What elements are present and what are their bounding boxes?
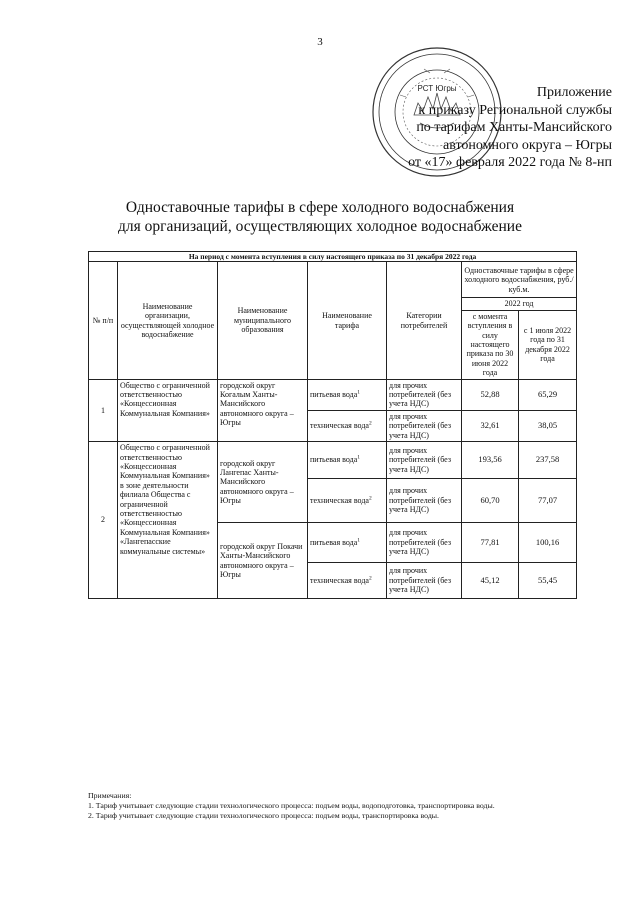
row-organization: Общество с ограниченной ответственностью «Концессионная Коммунальная Компания» bbox=[118, 379, 218, 441]
appendix-header bbox=[408, 84, 612, 172]
header-organization: Наименование организации, осуществляющей холодное водоснабжение bbox=[118, 262, 218, 379]
row-category: для прочих потребителей (без учета НДС) bbox=[387, 563, 462, 599]
appendix-line-2: к приказу Региональной службы bbox=[418, 102, 612, 118]
row-value-period-2: 38,05 bbox=[519, 410, 577, 441]
row-value-period-2: 77,07 bbox=[519, 479, 577, 523]
row-tariff-name: техническая вода$^2$ bbox=[308, 563, 387, 599]
notes-heading: Примечания: bbox=[88, 791, 132, 800]
row-tariff-name: техническая вода$^2$ bbox=[308, 410, 387, 441]
row-tariff-name: питьевая вода$^1$ bbox=[308, 523, 387, 563]
row-category: для прочих потребителей (без учета НДС) bbox=[387, 523, 462, 563]
row-value-period-1: 60,70 bbox=[462, 479, 519, 523]
page-number: 3 bbox=[317, 36, 323, 48]
row-category: для прочих потребителей (без учета НДС) bbox=[387, 410, 462, 441]
note-2: 2. Тариф учитывает следующие стадии технологического процесса: подъем воды, транспортировка воды. bbox=[88, 811, 439, 820]
header-year: 2022 год bbox=[462, 298, 577, 310]
row-tariff-name: питьевая вода$^1$ bbox=[308, 379, 387, 410]
row-value-period-1: 45,12 bbox=[462, 563, 519, 599]
row-num: 2 bbox=[89, 442, 118, 599]
row-organization: Общество с ограниченной ответственностью «Концессионная Коммунальная Компания» в зоне деятельности филиала Общества с ограниченной ответственностью «Концессионная Коммунальная Компания» «Лангепасские коммунальные системы» bbox=[118, 442, 218, 599]
header-tariff-name: Наименование тарифа bbox=[308, 262, 387, 379]
row-value-period-1: 32,61 bbox=[462, 410, 519, 441]
header-num: № п/п bbox=[89, 262, 118, 379]
document-title bbox=[0, 198, 640, 236]
appendix-line-4: автономного округа – Югры bbox=[443, 137, 612, 153]
row-tariff-name: техническая вода$^2$ bbox=[308, 479, 387, 523]
header-tariff-group: Одноставочные тарифы в сфере холодного водоснабжения, руб./куб.м. bbox=[462, 262, 577, 298]
row-category: для прочих потребителей (без учета НДС) bbox=[387, 379, 462, 410]
row-value-period-1: 52,88 bbox=[462, 379, 519, 410]
row-value-period-2: 65,29 bbox=[519, 379, 577, 410]
row-value-period-2: 237,58 bbox=[519, 442, 577, 479]
row-category: для прочих потребителей (без учета НДС) bbox=[387, 442, 462, 479]
table-row bbox=[89, 379, 577, 410]
note-1: 1. Тариф учитывает следующие стадии технологического процесса: подъем воды, водоподготовка, транспортировка воды. bbox=[88, 801, 495, 810]
appendix-line-3: по тарифам Ханты-Мансийского bbox=[416, 120, 612, 135]
row-municipality: городской округ Лангепас Ханты-Мансийского автономного округа – Югры bbox=[218, 442, 308, 523]
row-num: 1 bbox=[89, 379, 118, 441]
row-category: для прочих потребителей (без учета НДС) bbox=[387, 479, 462, 523]
row-value-period-2: 100,16 bbox=[519, 523, 577, 563]
header-period-1: с момента вступления в силу настоящего приказа по 30 июня 2022 года bbox=[462, 310, 519, 379]
appendix-line-1: Приложение bbox=[536, 85, 612, 100]
title-line-1: Одноставочные тарифы в сфере холодного водоснабжения bbox=[125, 199, 515, 216]
table-row bbox=[89, 442, 577, 479]
row-municipality: городской округ Когалым Ханты-Мансийского автономного округа – Югры bbox=[218, 379, 308, 441]
row-value-period-2: 55,45 bbox=[519, 563, 577, 599]
appendix-line-5: от «17» февраля 2022 года № 8-нп bbox=[408, 155, 612, 170]
row-tariff-name: питьевая вода$^1$ bbox=[308, 442, 387, 479]
header-municipality: Наименование муниципального образования bbox=[218, 262, 308, 379]
row-municipality: городской округ Покачи Ханты-Мансийского автономного округа – Югры bbox=[218, 523, 308, 599]
header-period-2: с 1 июля 2022 года по 31 декабря 2022 года bbox=[519, 310, 577, 379]
title-line-2: для организаций, осуществляющих холодное водоснабжение bbox=[118, 218, 522, 235]
row-value-period-1: 193,56 bbox=[462, 442, 519, 479]
header-category: Категории потребителей bbox=[387, 262, 462, 379]
row-value-period-1: 77,81 bbox=[462, 523, 519, 563]
table-period-row: На период с момента вступления в силу настоящего приказа по 31 декабря 2022 года bbox=[89, 252, 577, 262]
notes-section bbox=[88, 791, 495, 821]
seal-center-text: РСТ Югры bbox=[417, 84, 457, 93]
tariffs-table bbox=[88, 251, 577, 599]
